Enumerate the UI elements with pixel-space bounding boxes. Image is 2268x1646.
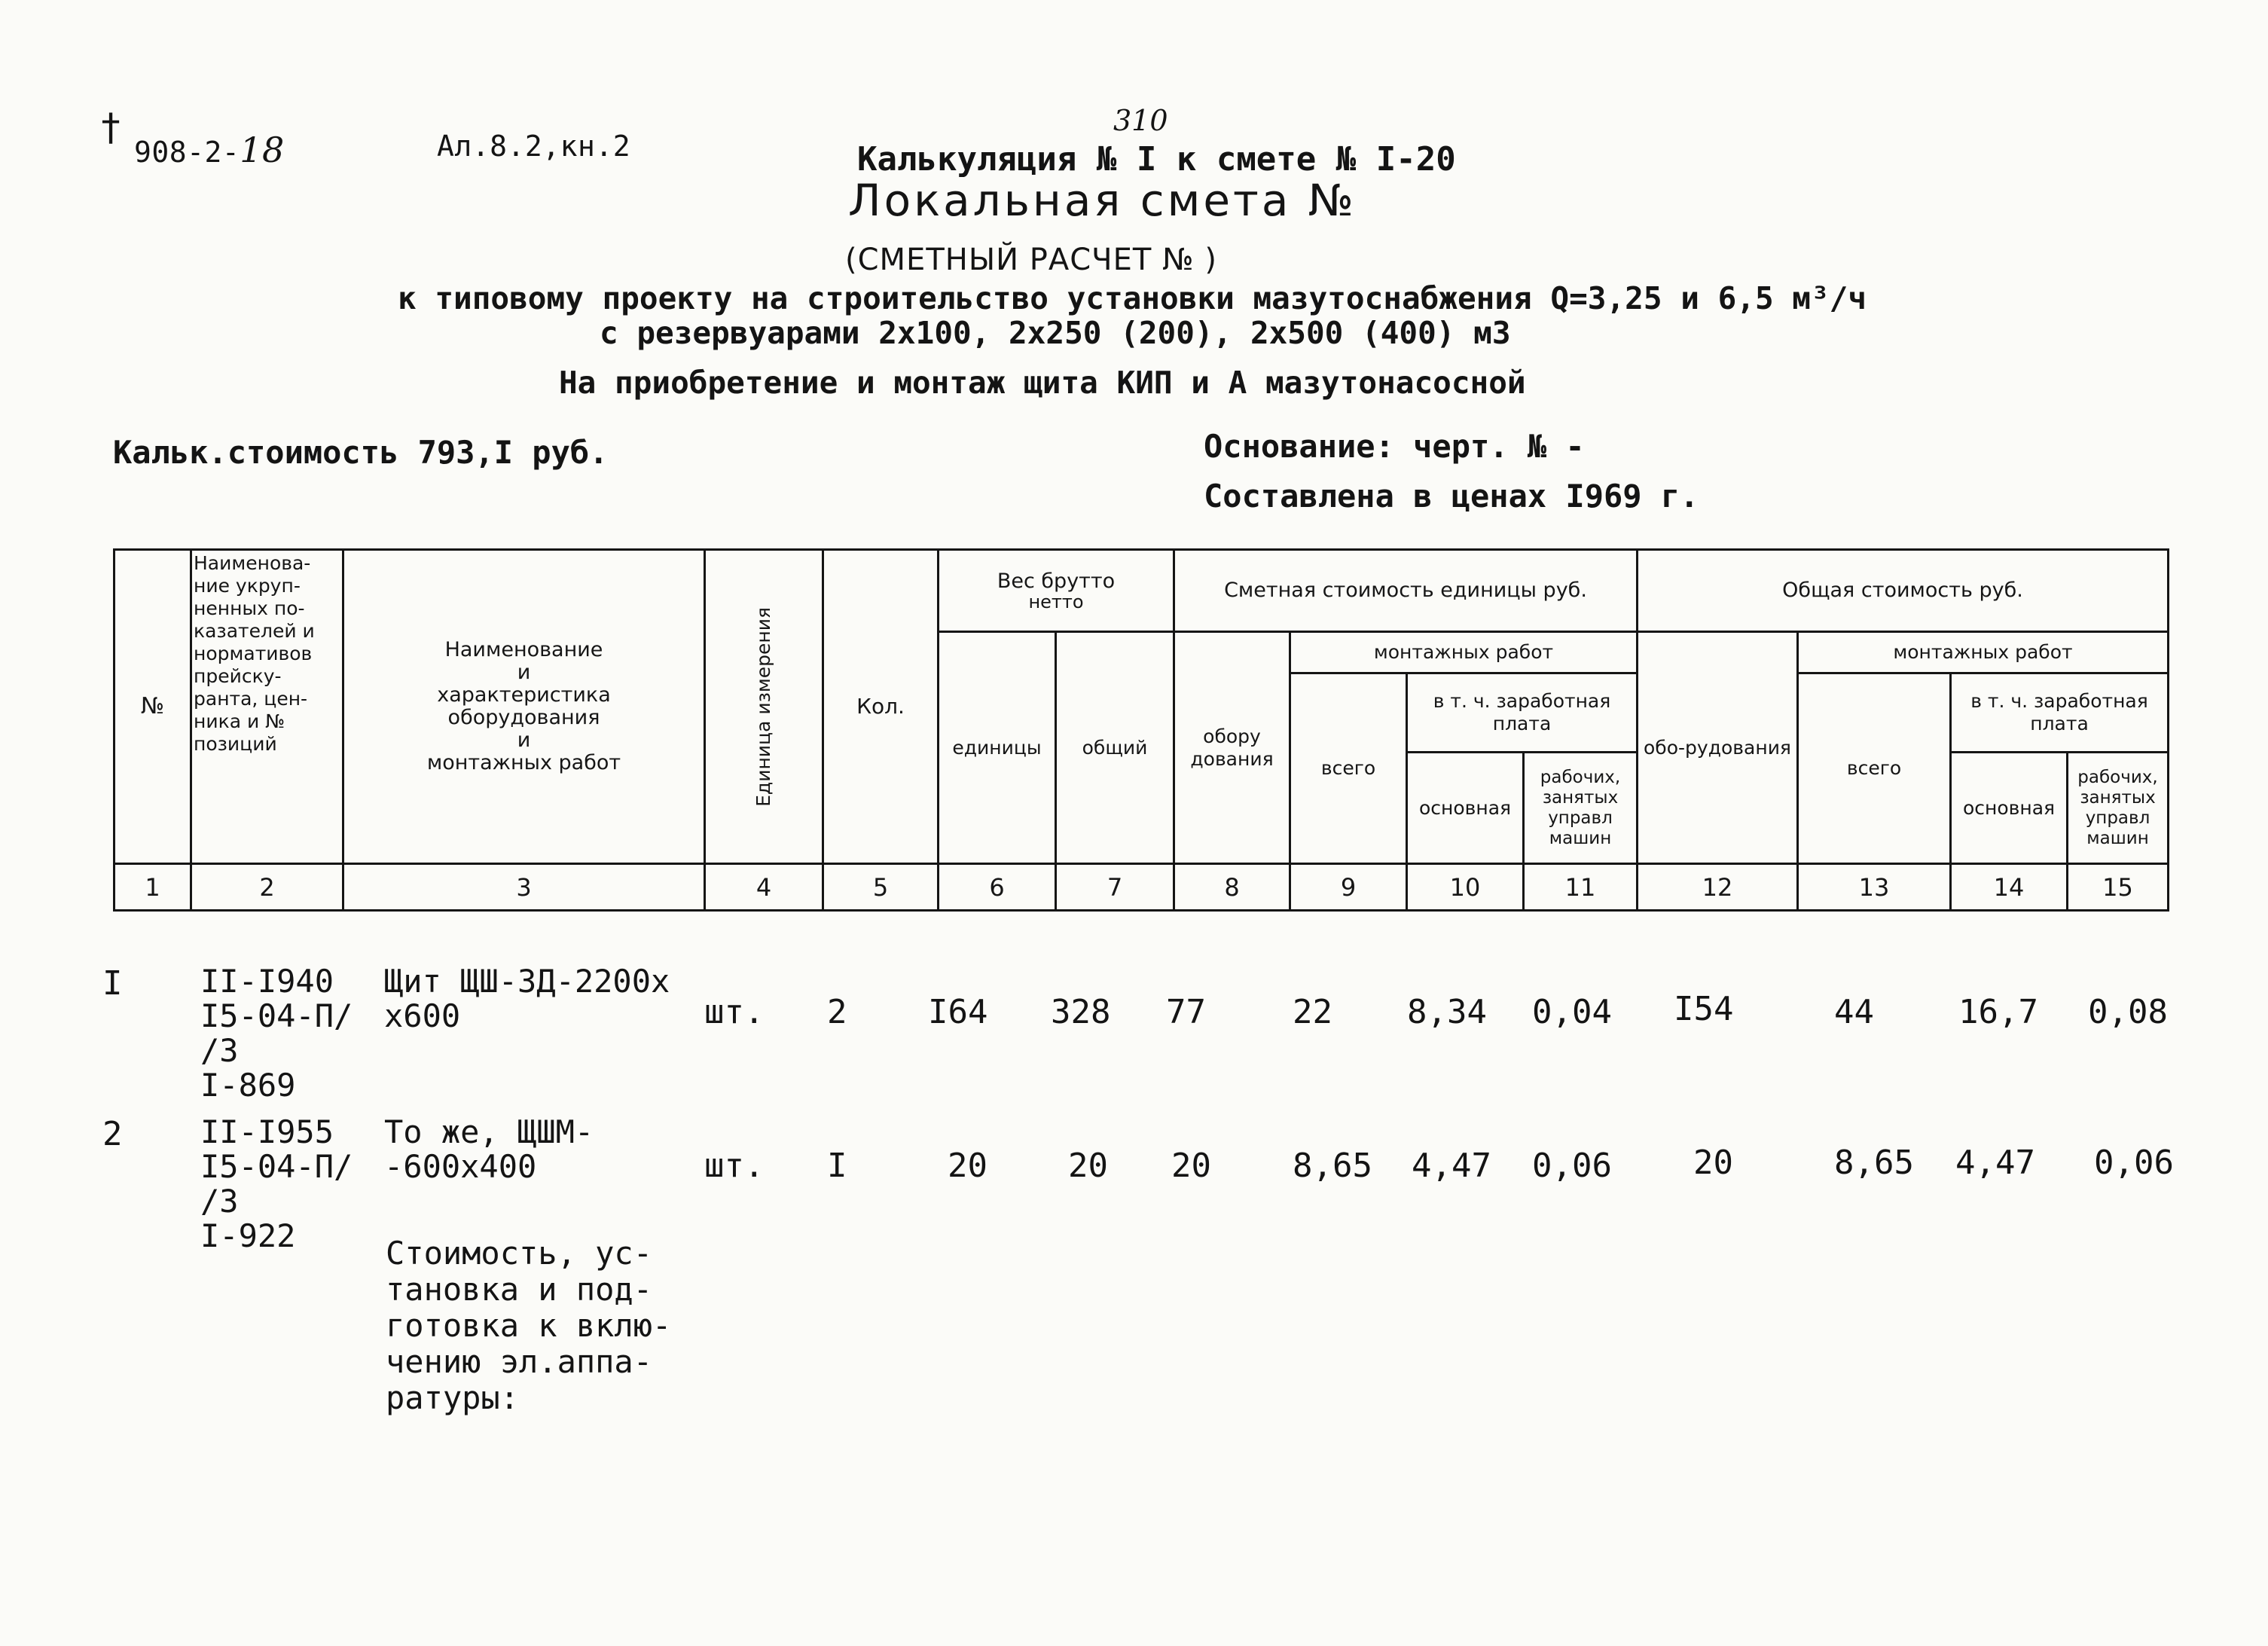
col-unit-label: Единица измерения	[752, 606, 774, 807]
weight-sub-label: нетто	[1028, 591, 1084, 612]
row1-unit: шт.	[704, 993, 765, 1031]
project-code-text: 908-2-	[134, 136, 240, 169]
row2-unit: шт.	[704, 1147, 765, 1185]
col-num-7: 7	[1055, 863, 1175, 912]
row2-total-machines: 0,06	[2094, 1144, 2174, 1182]
col-num-8: 8	[1173, 863, 1291, 912]
row1-weight-unit: I64	[928, 993, 988, 1031]
calc-cost: Кальк.стоимость 793,I руб.	[113, 434, 609, 471]
total-cost-group: Общая стоимость руб.	[1636, 548, 2169, 633]
project-code	[134, 130, 285, 170]
col-total-equipment: обо-рудования	[1636, 631, 1799, 865]
project-description-line3: На приобретение и монтаж щита КИП и А мазутонасосной	[559, 365, 1526, 401]
col-unit-mount-total: всего	[1289, 672, 1408, 865]
row2-weight-total: 20	[1068, 1147, 1108, 1185]
local-estimate-title: Локальная смета №	[848, 175, 1357, 226]
album-ref: Ал.8.2,кн.2	[437, 130, 631, 163]
row1-position: II-I940 I5-04-П/ /3 I-869	[200, 963, 353, 1104]
row2-unit-machines: 0,06	[1532, 1147, 1612, 1185]
row2-no: 2	[102, 1115, 123, 1153]
row1-unit-equipment: 77	[1166, 993, 1206, 1031]
row2-weight-unit: 20	[948, 1147, 987, 1185]
row2-unit-equipment: 20	[1171, 1147, 1211, 1185]
col-num-3: 3	[342, 863, 706, 912]
row2-qty: I	[827, 1147, 847, 1185]
page-number-hand: 310	[1113, 104, 1168, 137]
unit-mount-group: монтажных работ	[1289, 631, 1638, 674]
total-wage-group: в т. ч. заработная плата	[1949, 672, 2169, 753]
row2-total-equipment: 20	[1693, 1144, 1733, 1182]
col-description-f: монтажных работ	[426, 751, 621, 774]
col-quantity: Кол.	[822, 548, 939, 865]
project-description-line1: к типовому проекту на строительство установки мазутоснабжения Q=3,25 и 6,5 м³/ч	[398, 280, 1867, 316]
total-mount-group: монтажных работ	[1796, 631, 2169, 674]
col-num-14: 14	[1949, 863, 2068, 912]
row1-total-wage: 16,7	[1958, 993, 2038, 1031]
col-unit-equipment: обору дования	[1173, 631, 1291, 865]
col-description	[342, 548, 706, 865]
col-unit	[704, 548, 824, 865]
estimate-table-header	[113, 548, 2169, 912]
col-num-12: 12	[1636, 863, 1799, 912]
row1-unit-mount: 22	[1293, 993, 1332, 1031]
col-num-9: 9	[1289, 863, 1408, 912]
row2-unit-wage: 4,47	[1412, 1147, 1491, 1185]
unit-cost-group: Сметная стоимость единицы руб.	[1173, 548, 1638, 633]
col-num-10: 10	[1406, 863, 1525, 912]
row2-position: II-I955 I5-04-П/ /3 I-922	[200, 1113, 353, 1254]
col-weight-total: общий	[1055, 631, 1175, 865]
installation-note: Стоимость, ус- тановка и под- готовка к вклю- чению эл.аппа- ратуры:	[386, 1235, 672, 1416]
row1-unit-machines: 0,04	[1532, 993, 1612, 1031]
col-unit-wage-machines: рабочих, занятых управл машин	[1522, 751, 1638, 865]
col-num-15: 15	[2066, 863, 2169, 912]
col-num-1: 1	[113, 863, 192, 912]
col-num-13: 13	[1796, 863, 1952, 912]
weight-group	[937, 548, 1175, 633]
project-description-line2: с резервуарами 2x100, 2x250 (200), 2x500 (400) м3	[600, 315, 1511, 351]
row1-total-machines: 0,08	[2088, 993, 2168, 1031]
row2-total-wage: 4,47	[1955, 1144, 2035, 1182]
col-weight-unit: единицы	[937, 631, 1057, 865]
col-total-mount-total: всего	[1796, 672, 1952, 865]
row2-description: То же, ЩШМ- -600х400	[384, 1113, 594, 1185]
col-num-4: 4	[704, 863, 824, 912]
unit-wage-group: в т. ч. заработная плата	[1406, 672, 1638, 753]
col-description-c: характеристика	[437, 683, 611, 707]
col-description-a: Наименование	[444, 638, 603, 661]
col-description-b: и	[517, 661, 531, 684]
col-description-d: оборудования	[447, 706, 600, 729]
calculation-title: Калькуляция № I к смете № I-20	[857, 140, 1456, 179]
row1-no: I	[102, 964, 123, 1003]
col-total-wage-machines: рабочих, занятых управл машин	[2066, 751, 2169, 865]
col-num-6: 6	[937, 863, 1057, 912]
project-code-hand: 18	[240, 130, 285, 170]
row2-unit-mount: 8,65	[1293, 1147, 1372, 1185]
col-num-5: 5	[822, 863, 939, 912]
corner-mark: †	[99, 105, 123, 149]
col-num-2: 2	[190, 863, 344, 912]
col-num-11: 11	[1522, 863, 1638, 912]
col-number: №	[113, 548, 192, 865]
col-total-wage-basic: основная	[1949, 751, 2068, 865]
weight-group-label: Вес брутто	[997, 570, 1116, 593]
prices-year: Составлена в ценах I969 г.	[1204, 478, 1699, 515]
row1-unit-wage: 8,34	[1407, 993, 1487, 1031]
col-description-e: и	[517, 728, 531, 752]
col-unit-wage-basic: основная	[1406, 751, 1525, 865]
row1-weight-total: 328	[1051, 993, 1111, 1031]
row1-total-mount: 44	[1834, 993, 1874, 1031]
basis: Основание: черт. № -	[1204, 428, 1585, 465]
row1-qty: 2	[827, 993, 847, 1031]
row2-total-mount: 8,65	[1834, 1144, 1914, 1182]
row1-total-equipment: I54	[1674, 990, 1734, 1028]
col-position: Наименова-ние укруп-ненных по-казателей и нормативов прейску-ранта, цен-ника и № позиций	[190, 548, 344, 865]
row1-description: Щит ЩШ-ЗД-2200х х600	[384, 963, 670, 1034]
estimate-calc-subtitle: (СМЕТНЫЙ РАСЧЕТ № )	[845, 243, 1217, 277]
